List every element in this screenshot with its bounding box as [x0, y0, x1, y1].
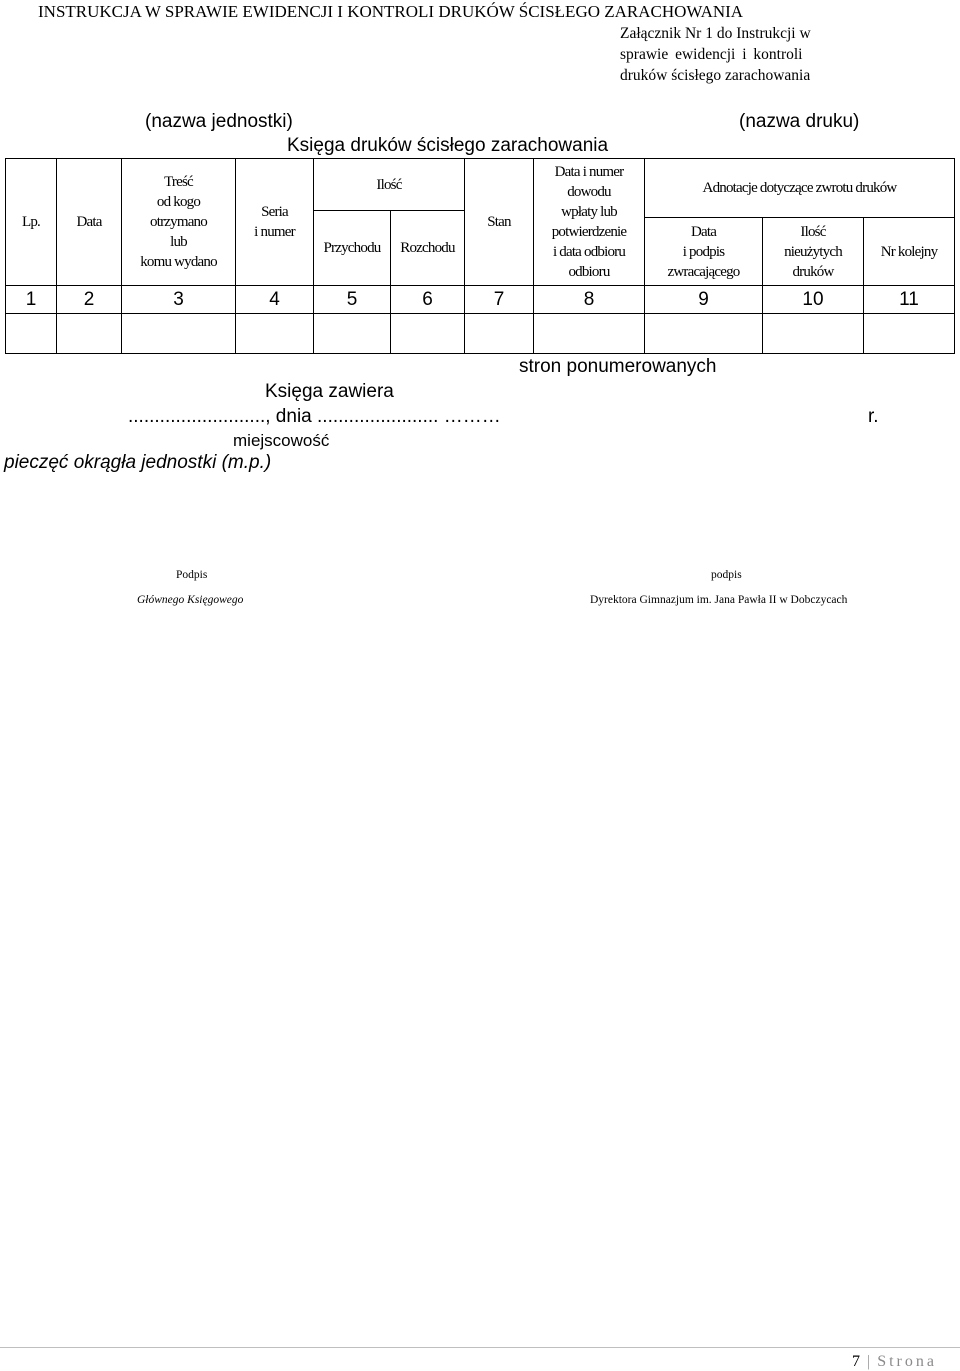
signature-left-label: Podpis: [176, 569, 208, 581]
attachment-line-3: druków ścisłego zarachowania: [620, 67, 811, 84]
col-header-ilosc: Ilość: [376, 176, 402, 193]
seal-label: pieczęć okrągła jednostki (m.p.): [4, 452, 272, 473]
column-number: 2: [83, 288, 95, 310]
column-number: 8: [583, 288, 595, 310]
footer-divider: [0, 1347, 960, 1348]
column-number: 7: [493, 288, 505, 310]
column-number: 5: [346, 288, 358, 310]
page-number: 7: [852, 1353, 863, 1370]
col-header-dowod: Data i numer dowodu wpłaty lub potwierdzenie i data odbioru odbioru: [551, 164, 627, 280]
col-header-tresc: Treść od kogo otrzymano lub komu wydano: [140, 174, 217, 270]
col-header-data: Data: [76, 214, 102, 230]
signature-right-label: podpis: [711, 569, 742, 581]
print-name-label: (nazwa druku): [739, 111, 860, 132]
book-title: Księga druków ścisłego zarachowania: [287, 135, 609, 156]
column-number: 10: [802, 288, 824, 310]
col-header-przychodu: Przychodu: [323, 240, 381, 256]
signature-left-role: Głównego Księgowego: [137, 594, 244, 606]
year-label: r.: [868, 406, 879, 427]
column-number: 3: [173, 288, 184, 310]
col-header-stan: Stan: [487, 214, 511, 230]
place-label: miejscowość: [233, 431, 330, 450]
column-number: 6: [422, 288, 433, 310]
col-header-lp: Lp.: [21, 214, 40, 230]
book-contains-label: Księga zawiera: [265, 381, 394, 402]
pages-count-label: stron ponumerowanych: [519, 356, 717, 377]
page-number-footer: [852, 1353, 937, 1371]
column-number: 11: [899, 288, 919, 310]
col-header-adnotacje: Adnotacje dotyczące zwrotu druków: [702, 180, 897, 196]
attachment-line-2: sprawie ewidencji i kontroli: [620, 46, 803, 63]
col-header-ilosc-nieuzytych: Ilość nieużytych druków: [784, 223, 842, 280]
col-header-seria: Seria i numer: [254, 204, 295, 240]
col-header-data-podpis: Data i podpis zwracającego: [667, 223, 740, 280]
col-header-nr-kolejny: Nr kolejny: [880, 243, 938, 260]
attachment-line-1: Załącznik Nr 1 do Instrukcji w: [620, 25, 811, 42]
col-header-rozchodu: Rozchodu: [400, 240, 455, 256]
footer-separator: |: [867, 1353, 874, 1370]
column-number: 9: [698, 288, 709, 310]
signature-right-role: Dyrektora Gimnazjum im. Jana Pawła II w Dobczycach: [590, 594, 848, 606]
unit-name-label: (nazwa jednostki): [145, 111, 293, 132]
document-header: INSTRUKCJA W SPRAWIE EWIDENCJI I KONTROLI DRUKÓW ŚCISŁEGO ZARACHOWANIA: [38, 2, 744, 21]
place-date-line: .........................., dnia ....................... ………: [128, 406, 501, 427]
page-word: Strona: [877, 1353, 937, 1370]
column-number: 1: [25, 288, 37, 310]
column-number: 4: [269, 288, 280, 310]
